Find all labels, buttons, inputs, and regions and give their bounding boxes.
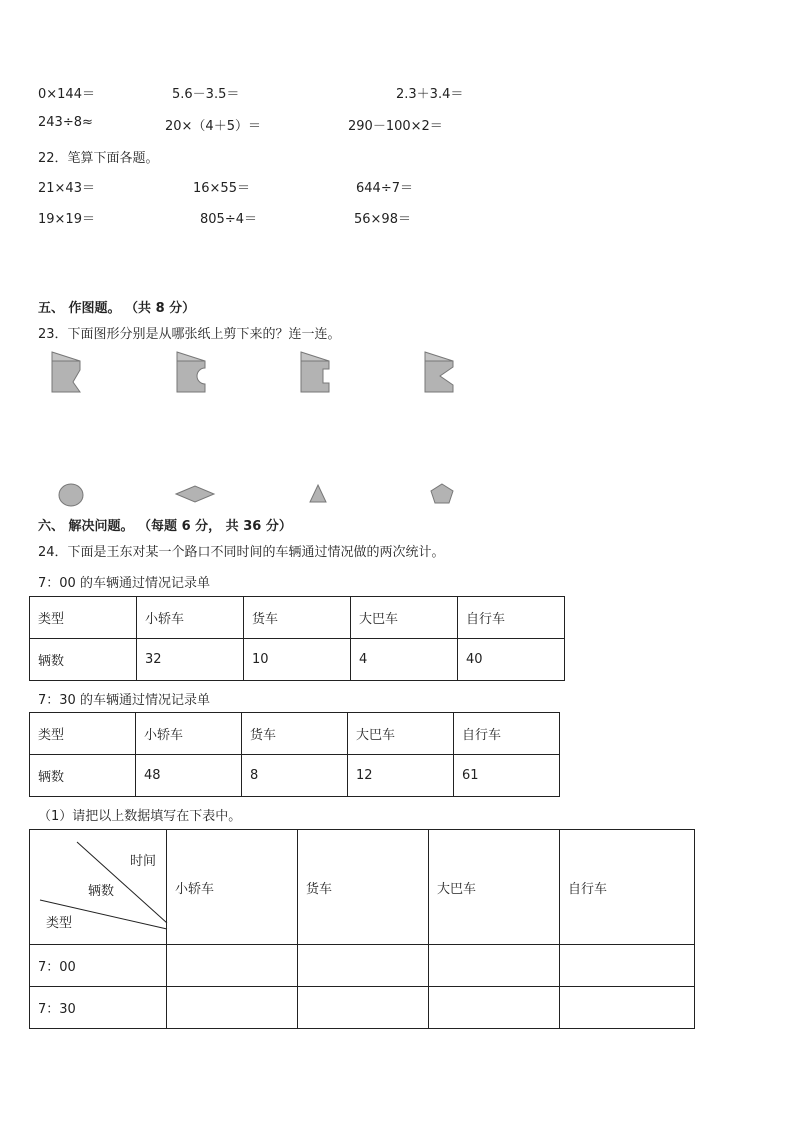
q24-title: 24．下面是王东对某一个路口不同时间的车辆通过情况做的两次统计。 — [38, 545, 445, 560]
q22-title: 22．笔算下面各题。 — [38, 151, 159, 166]
pentagon-shape — [429, 482, 457, 506]
table-cell: 自行车 — [454, 713, 560, 755]
table-cell: 自行车 — [458, 597, 565, 639]
table-row — [30, 987, 695, 1029]
table2-caption: 7：30 的车辆通过情况记录单 — [38, 693, 210, 708]
table-7-00 — [29, 596, 565, 681]
blank-cell[interactable] — [298, 987, 429, 1029]
table-cell: 48 — [136, 755, 242, 797]
q23-title: 23．下面图形分别是从哪张纸上剪下来的？连一连。 — [38, 327, 341, 342]
blank-cell[interactable] — [298, 945, 429, 987]
table-cell: 40 — [458, 639, 565, 681]
table-cell: 类型 — [30, 597, 137, 639]
table-cell: 10 — [244, 639, 351, 681]
section5-title: 五、 作图题。 （共 8 分） — [38, 301, 196, 316]
table-cell: 61 — [454, 755, 560, 797]
q22-item-1-1: 805÷4＝ — [200, 212, 257, 227]
folded-paper-1 — [49, 349, 85, 395]
q22-item-1-0: 19×19＝ — [38, 212, 95, 227]
table-cell: 自行车 — [560, 830, 695, 945]
circle-shape — [57, 482, 87, 508]
calc-0-0: 0×144＝ — [38, 87, 95, 102]
table-row — [30, 830, 695, 945]
rhombus-shape — [174, 484, 218, 504]
table-cell: 4 — [351, 639, 458, 681]
table-cell: 大巴车 — [351, 597, 458, 639]
blank-cell[interactable] — [429, 987, 560, 1029]
folded-paper-4 — [422, 349, 458, 395]
q22-item-0-1: 16×55＝ — [193, 181, 250, 196]
table-fill — [29, 829, 695, 1029]
table-row — [30, 597, 565, 639]
table-cell: 7：30 — [30, 987, 167, 1029]
diagonal-header-cell — [30, 830, 167, 945]
table-7-30 — [29, 712, 560, 797]
calc-0-2: 2.3＋3.4＝ — [396, 87, 464, 102]
triangle-shape — [308, 483, 330, 505]
table-cell: 类型 — [30, 713, 136, 755]
table-cell: 小轿车 — [167, 830, 298, 945]
table-cell: 小轿车 — [136, 713, 242, 755]
table-cell: 32 — [137, 639, 244, 681]
calc-1-1: 20×（4＋5）＝ — [165, 119, 261, 134]
table-cell: 货车 — [244, 597, 351, 639]
folded-paper-2 — [174, 349, 210, 395]
calc-1-2: 290－100×2＝ — [348, 119, 443, 134]
q22-item-1-2: 56×98＝ — [354, 212, 411, 227]
table-cell: 12 — [348, 755, 454, 797]
section6-title: 六、 解决问题。 （每题 6 分， 共 36 分） — [38, 519, 292, 534]
table1-caption: 7：00 的车辆通过情况记录单 — [38, 576, 210, 591]
blank-cell[interactable] — [560, 987, 695, 1029]
table-cell: 辆数 — [30, 755, 136, 797]
table-cell: 大巴车 — [429, 830, 560, 945]
diag-label-count: 辆数 — [88, 884, 115, 899]
q22-item-0-0: 21×43＝ — [38, 181, 95, 196]
table-cell: 7：00 — [30, 945, 167, 987]
q24-sub1: （1）请把以上数据填写在下表中。 — [38, 809, 242, 824]
calc-1-0: 243÷8≈ — [38, 115, 93, 130]
table-row — [30, 945, 695, 987]
q22-item-0-2: 644÷7＝ — [356, 181, 413, 196]
blank-cell[interactable] — [167, 987, 298, 1029]
table-row — [30, 713, 560, 755]
calc-0-1: 5.6－3.5＝ — [172, 87, 240, 102]
diag-label-time: 时间 — [130, 854, 157, 869]
table-cell: 货车 — [242, 713, 348, 755]
table-row — [30, 639, 565, 681]
blank-cell[interactable] — [560, 945, 695, 987]
table-cell: 大巴车 — [348, 713, 454, 755]
table-cell: 8 — [242, 755, 348, 797]
table-cell: 小轿车 — [137, 597, 244, 639]
blank-cell[interactable] — [167, 945, 298, 987]
folded-paper-3 — [298, 349, 334, 395]
diag-label-type: 类型 — [46, 916, 73, 931]
table-cell: 货车 — [298, 830, 429, 945]
table-row — [30, 755, 560, 797]
blank-cell[interactable] — [429, 945, 560, 987]
table-cell: 辆数 — [30, 639, 137, 681]
